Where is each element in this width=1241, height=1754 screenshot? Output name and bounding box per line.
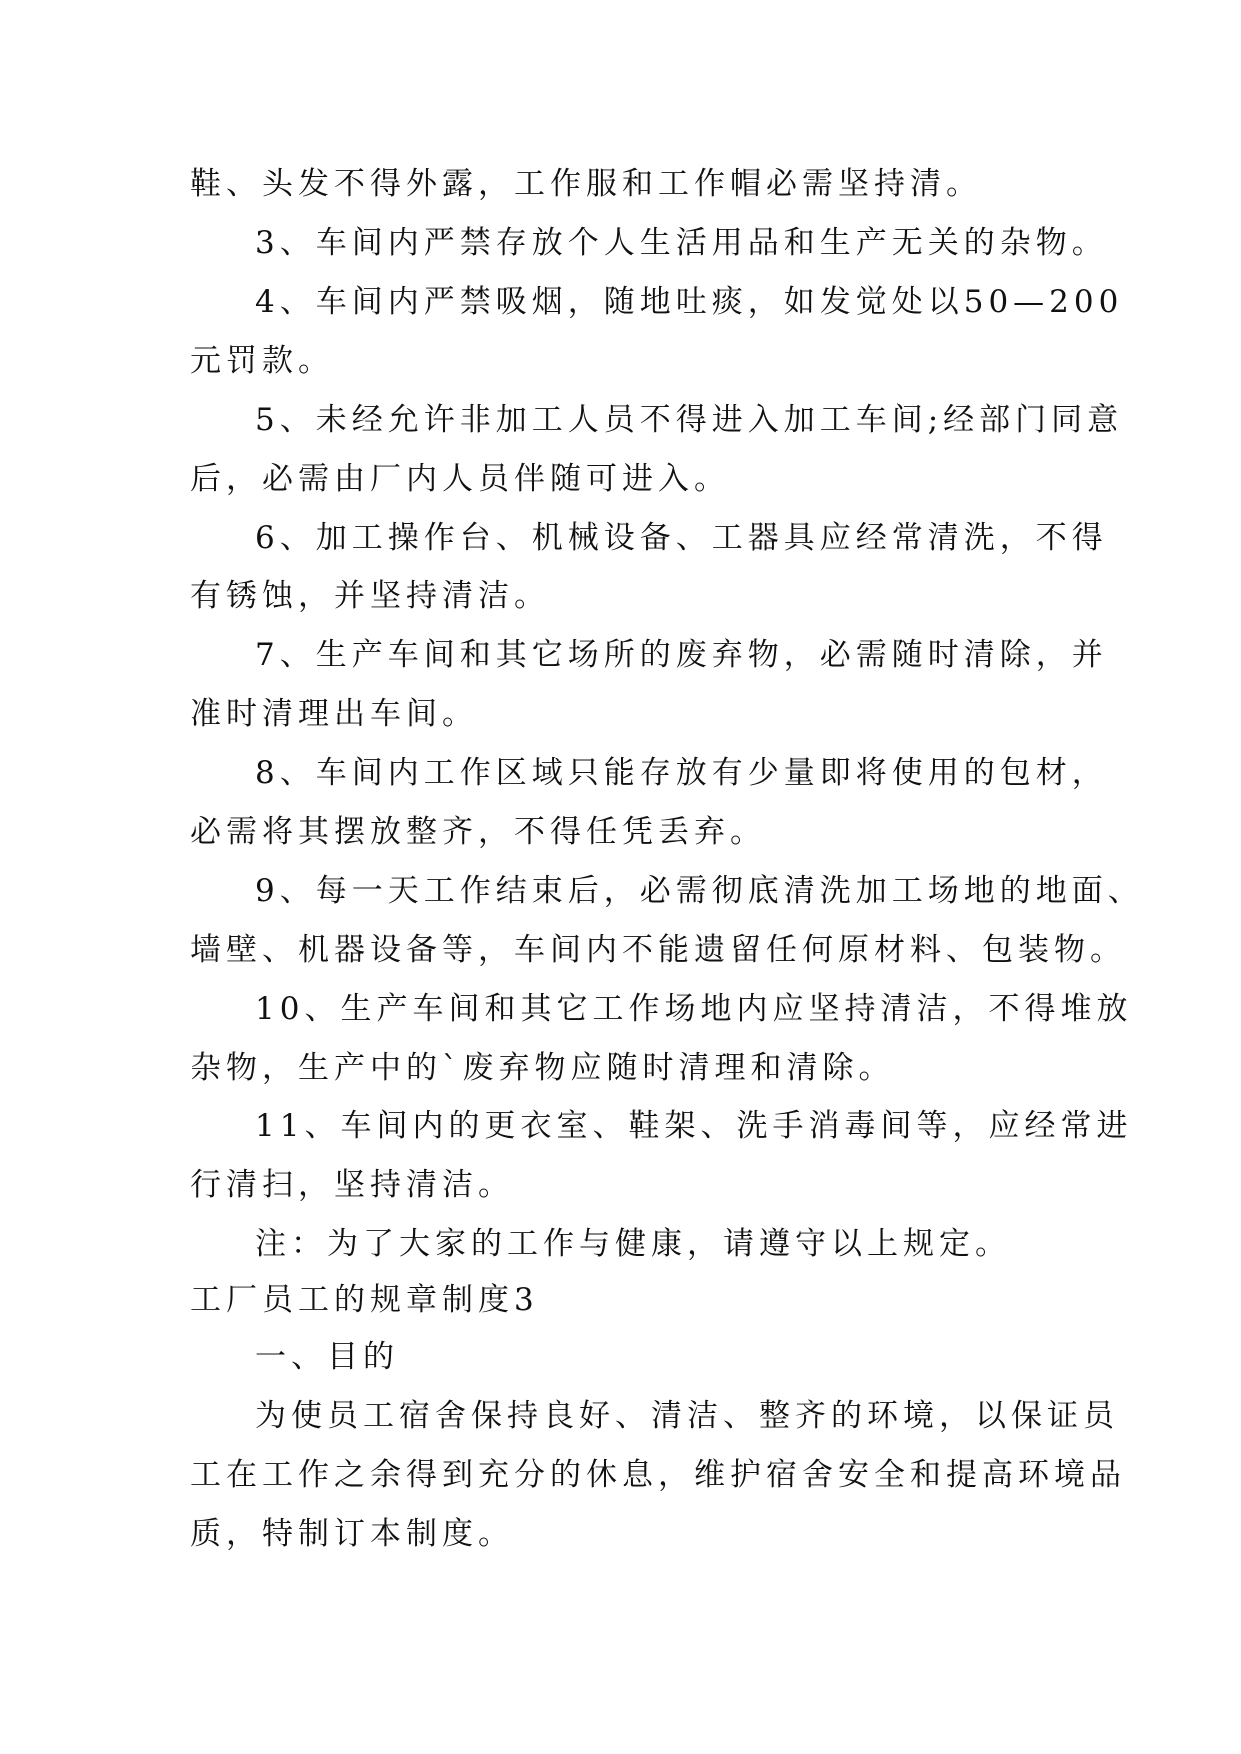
text-line: 行清扫，坚持清洁。 <box>190 1167 514 1203</box>
text-line: 7、生产车间和其它场所的废弃物，必需随时清除，并 <box>255 637 1108 673</box>
text-line: 元罚款。 <box>190 343 334 379</box>
text-line: 9、每一天工作结束后，必需彻底清洗加工场地的地面、 <box>255 873 1144 909</box>
text-line: 为使员工宿舍保持良好、清洁、整齐的环境，以保证员 <box>255 1398 1119 1434</box>
text-line: 6、加工操作台、机械设备、工器具应经常清洗，不得 <box>255 520 1108 556</box>
text-line: 3、车间内严禁存放个人生活用品和生产无关的杂物。 <box>255 225 1108 261</box>
text-line: 墙壁、机器设备等，车间内不能遗留任何原材料、包装物。 <box>190 932 1126 968</box>
text-line: 必需将其摆放整齐，不得任凭丢弃。 <box>190 814 766 850</box>
text-line: 有锈蚀，并坚持清洁。 <box>190 578 550 614</box>
text-line: 后，必需由厂内人员伴随可进入。 <box>190 461 730 497</box>
text-line: 注：为了大家的工作与健康，请遵守以上规定。 <box>255 1226 1011 1262</box>
text-line: 准时清理出车间。 <box>190 696 478 732</box>
text-line: 杂物，生产中的`废弃物应随时清理和清除。 <box>190 1050 895 1086</box>
text-line: 5、未经允许非加工人员不得进入加工车间;经部门同意 <box>255 402 1124 438</box>
text-line: 工在工作之余得到充分的休息，维护宿舍安全和提高环境品 <box>190 1457 1126 1493</box>
subsection-heading: 一、目的 <box>255 1339 399 1375</box>
text-line: 4、车间内严禁吸烟，随地吐痰，如发觉处以50—200 <box>255 284 1124 320</box>
text-line: 鞋、头发不得外露，工作服和工作帽必需坚持清。 <box>190 166 982 202</box>
text-line: 10、生产车间和其它工作场地内应坚持清洁，不得堆放 <box>255 991 1133 1027</box>
text-line: 质，特制订本制度。 <box>190 1516 514 1552</box>
text-line: 8、车间内工作区域只能存放有少量即将使用的包材， <box>255 755 1108 791</box>
section-heading: 工厂员工的规章制度3 <box>190 1282 539 1318</box>
text-line: 11、车间内的更衣室、鞋架、洗手消毒间等，应经常进 <box>255 1108 1133 1144</box>
